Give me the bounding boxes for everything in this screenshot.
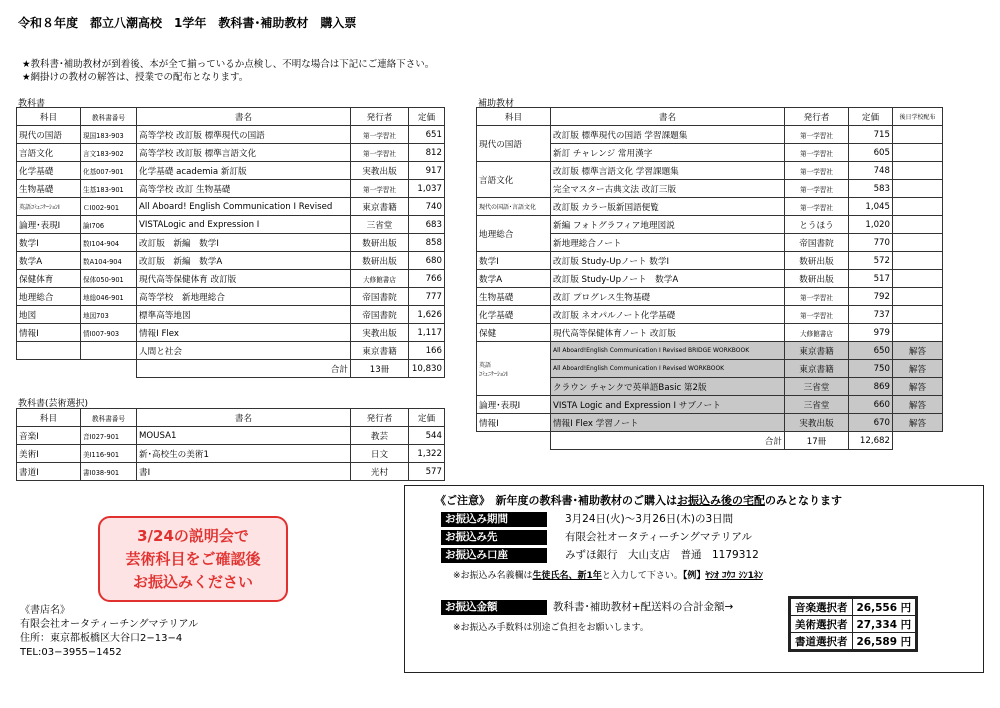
name-note-emphasis: 生徒氏名、新1年 <box>532 571 602 581</box>
shop-label: 《書店名》 <box>20 605 70 616</box>
price-row <box>791 633 916 650</box>
cell-subject: 論理･表現Ⅰ <box>477 396 551 414</box>
account-label: お振込み口座 <box>441 548 547 563</box>
cell-publisher: 第一学習社 <box>785 162 849 180</box>
col-price: 定価 <box>409 409 445 427</box>
cell-publisher: 第一学習社 <box>785 144 849 162</box>
fee-note: ※お振込み手数料は別途ご負担をお願いします。 <box>453 623 649 633</box>
cell-price: 1,037 <box>409 180 445 198</box>
table-row <box>477 126 943 144</box>
cell-price: 650 <box>849 342 893 360</box>
cell-subject: 英語ｺﾐｭﾆｹｰｼｮﾝⅠ <box>17 198 81 216</box>
cell-subject: 化学基礎 <box>477 306 551 324</box>
cell-subject: 言語文化 <box>17 144 81 162</box>
amount-value: 教科書･補助教材+配送料の合計金額→ <box>553 601 734 613</box>
col-subject: 科目 <box>17 409 81 427</box>
cell-answer <box>893 216 943 234</box>
cell-answer: 解答 <box>893 396 943 414</box>
cell-answer <box>893 324 943 342</box>
cell-answer <box>893 162 943 180</box>
cell-publisher: 帝国書院 <box>351 306 409 324</box>
cell-subject <box>17 342 81 360</box>
total-count: 17冊 <box>785 432 849 450</box>
cell-subject: 数学Ⅰ <box>477 252 551 270</box>
cell-subject: 言語文化 <box>477 162 551 198</box>
cell-code: 言文183-902 <box>81 144 137 162</box>
cell-title: 新･高校生の美術1 <box>137 445 351 463</box>
callout-line: 芸術科目をご確認後 <box>125 549 261 568</box>
cell-code: 生基183-901 <box>81 180 137 198</box>
total-spacer <box>893 432 943 450</box>
cell-subject: 英語 ｺﾐｭﾆｹｰｼｮﾝⅠ <box>477 342 551 396</box>
cell-price: 683 <box>409 216 445 234</box>
table-row <box>17 198 445 216</box>
cell-subject: 生物基礎 <box>17 180 81 198</box>
total-price: 10,830 <box>409 360 445 378</box>
cell-price: 583 <box>849 180 893 198</box>
cell-answer: 解答 <box>893 378 943 396</box>
cell-code: 数A104-904 <box>81 252 137 270</box>
cell-subject: 音楽Ⅰ <box>17 427 81 445</box>
cell-publisher: 実教出版 <box>351 324 409 342</box>
price-table <box>790 598 916 650</box>
name-note-prefix: ※お振込み名義欄は <box>453 571 533 581</box>
cell-publisher: 実教出版 <box>785 414 849 432</box>
cell-publisher: 第一学習社 <box>351 126 409 144</box>
cell-price: 1,117 <box>409 324 445 342</box>
cell-title: 現代高等保健体育ノート 改訂版 <box>551 324 785 342</box>
table-row <box>477 342 943 360</box>
cell-publisher: 数研出版 <box>785 252 849 270</box>
cell-publisher: とうほう <box>785 216 849 234</box>
cell-title: 改訂版 標準言語文化 学習課題集 <box>551 162 785 180</box>
cell-publisher: 数研出版 <box>785 270 849 288</box>
cell-title: 改訂版 標準現代の国語 学習課題集 <box>551 126 785 144</box>
cell-title: 高等学校 改訂版 標準現代の国語 <box>137 126 351 144</box>
cell-subject: 保健体育 <box>17 270 81 288</box>
cell-price: 1,045 <box>849 198 893 216</box>
cell-code <box>81 342 137 360</box>
table-row <box>477 252 943 270</box>
table-row <box>17 162 445 180</box>
cell-publisher: 第一学習社 <box>351 180 409 198</box>
col-title: 書名 <box>137 108 351 126</box>
price-label: 書道選択者 <box>791 633 853 650</box>
note-line: ★網掛けの教材の解答は、授業での配布となります。 <box>22 72 249 83</box>
cell-title: 改訂版 ネオパルノート化学基礎 <box>551 306 785 324</box>
cell-publisher: 光村 <box>351 463 409 481</box>
cell-subject: 数学A <box>17 252 81 270</box>
name-note <box>453 568 763 581</box>
info-session-callout <box>98 516 288 602</box>
cell-code: ＣⅠ002-901 <box>81 198 137 216</box>
cell-subject: 地理総合 <box>17 288 81 306</box>
cell-title: VISTALogic and Expression Ⅰ <box>137 216 351 234</box>
table-row <box>17 234 445 252</box>
cell-publisher: 第一学習社 <box>351 144 409 162</box>
cell-subject: 現代の国語 <box>17 126 81 144</box>
cell-publisher: 東京書籍 <box>785 342 849 360</box>
col-later-distribution: 後日学校配布 <box>893 108 943 126</box>
table-row <box>17 126 445 144</box>
amount-label: お振込金額 <box>441 600 547 615</box>
table-row <box>17 252 445 270</box>
cell-publisher: 実教出版 <box>351 162 409 180</box>
cell-price: 979 <box>849 324 893 342</box>
table-row <box>17 463 445 481</box>
cell-subject: 地図 <box>17 306 81 324</box>
name-note-example: ﾔｼｵ ｺｳｺ ｼﾝ1ﾈﾝ <box>705 571 763 581</box>
cell-price: 766 <box>409 270 445 288</box>
total-label: 合計 <box>137 360 351 378</box>
cell-title: 高等学校 改訂版 標準言語文化 <box>137 144 351 162</box>
cell-code: 美Ⅰ116-901 <box>81 445 137 463</box>
cell-title: 改訂版 新編 数学Ⅰ <box>137 234 351 252</box>
cell-price: 544 <box>409 427 445 445</box>
total-row <box>17 360 445 378</box>
cell-code: 数Ⅰ104-904 <box>81 234 137 252</box>
cell-title: MOUSA1 <box>137 427 351 445</box>
cell-publisher: 第一学習社 <box>785 198 849 216</box>
table-row <box>17 427 445 445</box>
cell-price: 660 <box>849 396 893 414</box>
cell-price: 166 <box>409 342 445 360</box>
cell-code: 現国183-903 <box>81 126 137 144</box>
cell-publisher: 東京書籍 <box>785 360 849 378</box>
cell-publisher: 日文 <box>351 445 409 463</box>
cell-price: 680 <box>409 252 445 270</box>
total-price: 12,682 <box>849 432 893 450</box>
cell-publisher: 大修館書店 <box>351 270 409 288</box>
table-row <box>17 144 445 162</box>
cell-subject: 生物基礎 <box>477 288 551 306</box>
cell-price: 577 <box>409 463 445 481</box>
cell-price: 770 <box>849 234 893 252</box>
cell-price: 869 <box>849 378 893 396</box>
cell-title: All Aboard!English Communication Ⅰ Revised BRIDGE WORKBOOK <box>551 342 785 360</box>
cell-title: 改訂版 Study-Upノート 数学Ⅰ <box>551 252 785 270</box>
notice-heading-emphasis: お振込み後の宅配 <box>677 494 765 507</box>
cell-publisher: 帝国書院 <box>351 288 409 306</box>
col-publisher: 発行者 <box>351 409 409 427</box>
textbooks-table <box>16 107 445 378</box>
period-value: 3月24日(火)～3月26日(木)の3日間 <box>565 513 734 525</box>
table-row <box>477 288 943 306</box>
cell-code: 情Ⅰ007-903 <box>81 324 137 342</box>
cell-subject: 情報Ⅰ <box>477 414 551 432</box>
table-row <box>17 288 445 306</box>
cell-title: 標準高等地図 <box>137 306 351 324</box>
cell-answer <box>893 180 943 198</box>
price-amount: 26,556 円 <box>852 599 916 616</box>
cell-title: All Aboard! English Communication Ⅰ Revised <box>137 198 351 216</box>
cell-publisher: 第一学習社 <box>785 180 849 198</box>
cell-title: 書Ⅰ <box>137 463 351 481</box>
payee-label: お振込み先 <box>441 530 547 545</box>
payee-value: 有限会社オータティーチングマテリアル <box>565 531 753 543</box>
cell-price: 1,626 <box>409 306 445 324</box>
cell-answer: 解答 <box>893 414 943 432</box>
cell-title: 改訂版 新編 数学A <box>137 252 351 270</box>
payment-notice <box>404 485 984 673</box>
cell-subject: 数学A <box>477 270 551 288</box>
cell-answer: 解答 <box>893 342 943 360</box>
table-row <box>17 306 445 324</box>
name-note-example-label: 【例】 <box>682 571 706 581</box>
cell-title: All Aboard!English Communication Ⅰ Revised WORKBOOK <box>551 360 785 378</box>
table-row <box>477 198 943 216</box>
cell-price: 651 <box>409 126 445 144</box>
shop-tel: TEL:03−3955−1452 <box>20 647 122 658</box>
cell-publisher: 大修館書店 <box>785 324 849 342</box>
price-row <box>791 616 916 633</box>
cell-title: 化学基礎 academia 新訂版 <box>137 162 351 180</box>
cell-title: 完全マスター古典文法 改訂三版 <box>551 180 785 198</box>
cell-code: 化基007-901 <box>81 162 137 180</box>
cell-subject: 書道Ⅰ <box>17 463 81 481</box>
cell-answer <box>893 252 943 270</box>
name-note-mid: と入力して下さい。 <box>601 571 683 581</box>
table-row <box>477 306 943 324</box>
cell-answer <box>893 288 943 306</box>
cell-publisher: 数研出版 <box>351 252 409 270</box>
cell-price: 740 <box>409 198 445 216</box>
cell-answer: 解答 <box>893 360 943 378</box>
cell-subject: 地理総合 <box>477 216 551 252</box>
callout-line: 3/24の説明会で <box>137 526 249 545</box>
cell-subject: 情報Ⅰ <box>17 324 81 342</box>
cell-title: 改訂版 Study-Upノート 数学A <box>551 270 785 288</box>
cell-publisher: 三省堂 <box>785 378 849 396</box>
cell-subject: 数学Ⅰ <box>17 234 81 252</box>
table-row <box>477 324 943 342</box>
cell-code: 音Ⅰ027-901 <box>81 427 137 445</box>
col-title: 書名 <box>137 409 351 427</box>
col-title: 書名 <box>551 108 785 126</box>
cell-price: 750 <box>849 360 893 378</box>
cell-publisher: 東京書籍 <box>351 342 409 360</box>
col-publisher: 発行者 <box>785 108 849 126</box>
cell-price: 858 <box>409 234 445 252</box>
supplementary-label: 補助教材 <box>478 99 515 109</box>
cell-title: 情報Ⅰ Flex 学習ノート <box>551 414 785 432</box>
cell-title: 改訂 プログレス生物基礎 <box>551 288 785 306</box>
cell-answer <box>893 198 943 216</box>
price-amount: 26,589 円 <box>852 633 916 650</box>
period-label: お振込み期間 <box>441 512 547 527</box>
notice-heading-prefix: 《ご注意》 新年度の教科書･補助教材のご購入は <box>435 494 677 507</box>
cell-publisher: 第一学習社 <box>785 288 849 306</box>
price-row <box>791 599 916 616</box>
cell-answer <box>893 306 943 324</box>
page-title: 令和８年度 都立八潮高校 1学年 教科書･補助教材 購入票 <box>18 16 357 30</box>
table-row <box>477 270 943 288</box>
total-row <box>477 432 943 450</box>
cell-subject: 現代の国語･言語文化 <box>477 198 551 216</box>
table-row <box>17 216 445 234</box>
cell-price: 605 <box>849 144 893 162</box>
col-subject: 科目 <box>477 108 551 126</box>
cell-title: VISTA Logic and Expression Ⅰ サブノート <box>551 396 785 414</box>
price-label: 音楽選択者 <box>791 599 853 616</box>
cell-publisher: 帝国書院 <box>785 234 849 252</box>
cell-price: 1,322 <box>409 445 445 463</box>
arts-label: 教科書(芸術選択) <box>18 399 89 409</box>
cell-price: 670 <box>849 414 893 432</box>
table-row <box>17 342 445 360</box>
cell-publisher: 教芸 <box>351 427 409 445</box>
cell-subject: 保健 <box>477 324 551 342</box>
cell-title: 新訂 チャレンジ 常用漢字 <box>551 144 785 162</box>
cell-price: 1,020 <box>849 216 893 234</box>
total-label: 合計 <box>551 432 785 450</box>
table-row <box>17 270 445 288</box>
total-spacer <box>17 360 137 378</box>
cell-publisher: 東京書籍 <box>351 198 409 216</box>
cell-price: 737 <box>849 306 893 324</box>
table-row <box>477 216 943 234</box>
note-line: ★教科書･補助教材が到着後、本が全て揃っているか点検し、不明な場合は下記にご連絡下さい。 <box>22 59 435 70</box>
cell-code: 地総046-901 <box>81 288 137 306</box>
table-row <box>477 396 943 414</box>
table-row <box>477 162 943 180</box>
total-spacer <box>477 432 551 450</box>
col-code: 教科書番号 <box>81 409 137 427</box>
col-publisher: 発行者 <box>351 108 409 126</box>
cell-title: 高等学校 改訂 生物基礎 <box>137 180 351 198</box>
shop-address: 住所：東京都板橋区大谷口2−13−4 <box>20 633 183 644</box>
cell-title: 高等学校 新地理総合 <box>137 288 351 306</box>
cell-code: 書Ⅰ038-901 <box>81 463 137 481</box>
cell-price: 572 <box>849 252 893 270</box>
cell-answer <box>893 126 943 144</box>
notes <box>22 58 434 84</box>
cell-code: 地図703 <box>81 306 137 324</box>
callout-line: お振込みください <box>132 572 253 591</box>
table-row <box>17 445 445 463</box>
table-row <box>17 180 445 198</box>
cell-publisher: 三省堂 <box>785 396 849 414</box>
shop-info <box>20 604 198 660</box>
cell-answer <box>893 270 943 288</box>
cell-title: クラウン チャンクで英単語Basic 第2版 <box>551 378 785 396</box>
col-price: 定価 <box>409 108 445 126</box>
cell-answer <box>893 234 943 252</box>
table-row <box>477 414 943 432</box>
shop-name: 有限会社オータティーチングマテリアル <box>20 619 199 630</box>
account-value: みずほ銀行 大山支店 普通 1179312 <box>565 549 759 561</box>
textbooks-label: 教科書 <box>18 99 46 109</box>
notice-heading-suffix: のみとなります <box>765 494 842 507</box>
cell-code: 論Ⅰ706 <box>81 216 137 234</box>
cell-code: 保体050-901 <box>81 270 137 288</box>
cell-subject: 美術Ⅰ <box>17 445 81 463</box>
cell-publisher: 第一学習社 <box>785 126 849 144</box>
cell-price: 748 <box>849 162 893 180</box>
cell-publisher: 数研出版 <box>351 234 409 252</box>
cell-subject: 化学基礎 <box>17 162 81 180</box>
arts-table <box>16 408 445 481</box>
cell-price: 812 <box>409 144 445 162</box>
price-amount: 27,334 円 <box>852 616 916 633</box>
supplementary-table <box>476 107 943 450</box>
cell-subject: 現代の国語 <box>477 126 551 162</box>
cell-answer <box>893 144 943 162</box>
cell-publisher: 第一学習社 <box>785 306 849 324</box>
total-count: 13冊 <box>351 360 409 378</box>
cell-subject: 論理･表現Ⅰ <box>17 216 81 234</box>
cell-title: 人間と社会 <box>137 342 351 360</box>
price-label: 美術選択者 <box>791 616 853 633</box>
cell-publisher: 三省堂 <box>351 216 409 234</box>
table-row <box>17 324 445 342</box>
cell-price: 792 <box>849 288 893 306</box>
cell-title: 情報Ⅰ Flex <box>137 324 351 342</box>
col-code: 教科書番号 <box>81 108 137 126</box>
cell-title: 新編 フォトグラフィア地理図説 <box>551 216 785 234</box>
cell-price: 777 <box>409 288 445 306</box>
cell-title: 現代高等保健体育 改訂版 <box>137 270 351 288</box>
cell-title: 新地理総合ノート <box>551 234 785 252</box>
notice-heading <box>435 492 842 508</box>
cell-price: 917 <box>409 162 445 180</box>
cell-price: 715 <box>849 126 893 144</box>
cell-title: 改訂版 カラー版新国語便覧 <box>551 198 785 216</box>
col-price: 定価 <box>849 108 893 126</box>
col-subject: 科目 <box>17 108 81 126</box>
cell-price: 517 <box>849 270 893 288</box>
